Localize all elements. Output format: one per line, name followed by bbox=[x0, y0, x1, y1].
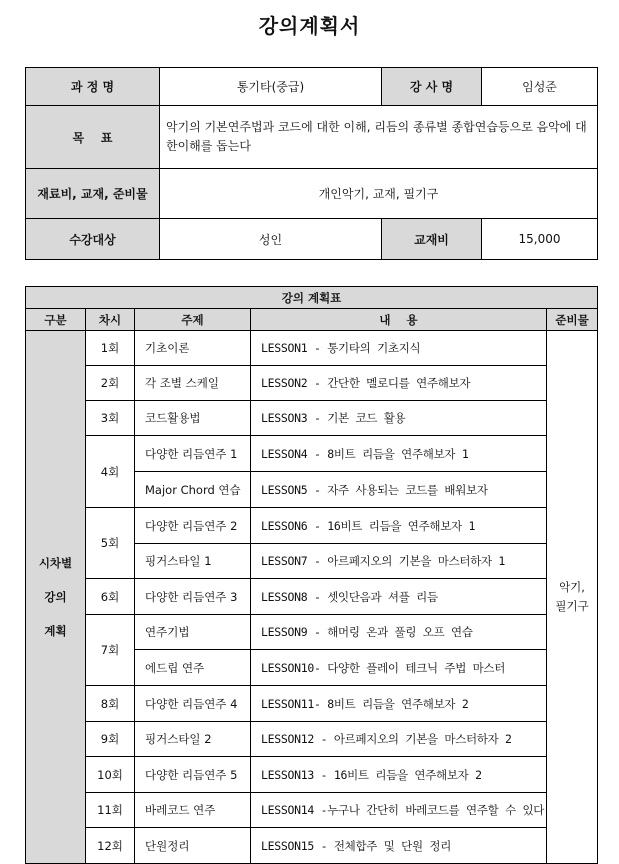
content-cell: LESSON13 - 16비트 리듬을 연주해보자 2 bbox=[251, 757, 547, 793]
session-cell: 11회 bbox=[86, 793, 135, 828]
content-cell: LESSON15 - 전체합주 및 단원 정리 bbox=[251, 828, 547, 864]
topic-cell: 단원정리 bbox=[135, 828, 251, 864]
content-cell: LESSON11- 8비트 리듬을 연주해보자 2 bbox=[251, 686, 547, 722]
session-cell: 6회 bbox=[86, 579, 135, 615]
goal-label: 목 표 bbox=[26, 106, 160, 169]
table-row bbox=[26, 331, 598, 366]
table-row bbox=[26, 686, 598, 722]
materials-value: 개인악기, 교재, 필기구 bbox=[160, 169, 598, 219]
topic-cell: 다양한 리듬연주 4 bbox=[135, 686, 251, 722]
gubun-line: 시차별 bbox=[38, 556, 73, 570]
content-cell: LESSON4 - 8비트 리듬을 연주해보자 1 bbox=[251, 436, 547, 472]
materials-label: 재료비, 교재, 준비물 bbox=[26, 169, 160, 219]
topic-cell: 연주기법 bbox=[135, 615, 251, 650]
content-cell: LESSON8 - 셋잇단음과 셔플 리듬 bbox=[251, 579, 547, 615]
schedule-table bbox=[25, 286, 598, 864]
table-row bbox=[26, 366, 598, 401]
session-cell: 10회 bbox=[86, 757, 135, 793]
session-cell: 5회 bbox=[86, 508, 135, 579]
content-cell: LESSON1 - 통기타의 기초지식 bbox=[251, 331, 547, 366]
topic-cell: 바레코드 연주 bbox=[135, 793, 251, 828]
session-cell: 12회 bbox=[86, 828, 135, 864]
header-session: 차시 bbox=[86, 309, 135, 331]
goal-value: 악기의 기본연주법과 코드에 대한 이해, 리듬의 종류별 종합연습등으로 음악에 대한이해를 돕는다 bbox=[160, 106, 598, 169]
table-row bbox=[26, 828, 598, 864]
session-cell: 1회 bbox=[86, 331, 135, 366]
content-cell: LESSON3 - 기본 코드 활용 bbox=[251, 401, 547, 436]
table-row bbox=[26, 722, 598, 757]
textbook-fee-label: 교재비 bbox=[382, 219, 482, 260]
content-cell: LESSON6 - 16비트 리듬을 연주해보자 1 bbox=[251, 508, 547, 544]
course-info-table bbox=[25, 67, 598, 260]
content-cell: LESSON10- 다양한 플레이 테크닉 주법 마스터 bbox=[251, 650, 547, 686]
content-cell: LESSON9 - 해머링 온과 풀링 오프 연습 bbox=[251, 615, 547, 650]
topic-cell: 다양한 리듬연주 3 bbox=[135, 579, 251, 615]
session-cell: 3회 bbox=[86, 401, 135, 436]
session-cell: 2회 bbox=[86, 366, 135, 401]
topic-cell: 코드활용법 bbox=[135, 401, 251, 436]
table-row bbox=[26, 579, 598, 615]
course-name-value: 통기타(중급) bbox=[160, 68, 382, 106]
topic-cell: 다양한 리듬연주 2 bbox=[135, 508, 251, 544]
target-label: 수강대상 bbox=[26, 219, 160, 260]
header-prep: 준비물 bbox=[547, 309, 598, 331]
content-cell: LESSON14 -누구나 간단히 바레코드를 연주할 수 있다 bbox=[251, 793, 547, 828]
session-cell: 8회 bbox=[86, 686, 135, 722]
content-cell: LESSON2 - 간단한 멜로디를 연주해보자 bbox=[251, 366, 547, 401]
gubun-cell bbox=[26, 331, 86, 864]
session-cell: 7회 bbox=[86, 615, 135, 686]
session-cell: 4회 bbox=[86, 436, 135, 508]
table-row bbox=[26, 757, 598, 793]
course-name-label: 과 정 명 bbox=[26, 68, 160, 106]
header-gubun: 구분 bbox=[26, 309, 86, 331]
instructor-label: 강 사 명 bbox=[382, 68, 482, 106]
content-cell: LESSON12 - 아르페지오의 기본을 마스터하자 2 bbox=[251, 722, 547, 757]
topic-cell: 다양한 리듬연주 5 bbox=[135, 757, 251, 793]
page-title: 강의계획서 bbox=[258, 14, 361, 38]
topic-cell: 핑거스타일 1 bbox=[135, 544, 251, 579]
instructor-value: 임성준 bbox=[482, 68, 598, 106]
topic-cell: 다양한 리듬연주 1 bbox=[135, 436, 251, 472]
table-row bbox=[26, 793, 598, 828]
topic-cell: 각 조별 스케일 bbox=[135, 366, 251, 401]
table-row bbox=[26, 436, 598, 472]
topic-cell: 에드립 연주 bbox=[135, 650, 251, 686]
table-row bbox=[26, 401, 598, 436]
gubun-line: 계획 bbox=[44, 624, 67, 638]
table-row bbox=[26, 615, 598, 650]
topic-cell: 핑거스타일 2 bbox=[135, 722, 251, 757]
schedule-title: 강의 계획표 bbox=[26, 287, 598, 309]
content-cell: LESSON5 - 자주 사용되는 코드를 배워보자 bbox=[251, 472, 547, 508]
header-topic: 주제 bbox=[135, 309, 251, 331]
gubun-line: 강의 bbox=[44, 590, 67, 604]
prep-cell: 악기, 필기구 bbox=[547, 331, 598, 864]
table-row bbox=[26, 508, 598, 544]
topic-cell: Major Chord 연습 bbox=[135, 472, 251, 508]
textbook-fee-value: 15,000 bbox=[482, 219, 598, 260]
content-cell: LESSON7 - 아르페지오의 기본을 마스터하자 1 bbox=[251, 544, 547, 579]
session-cell: 9회 bbox=[86, 722, 135, 757]
topic-cell: 기초이론 bbox=[135, 331, 251, 366]
target-value: 성인 bbox=[160, 219, 382, 260]
header-content: 내 용 bbox=[251, 309, 547, 331]
